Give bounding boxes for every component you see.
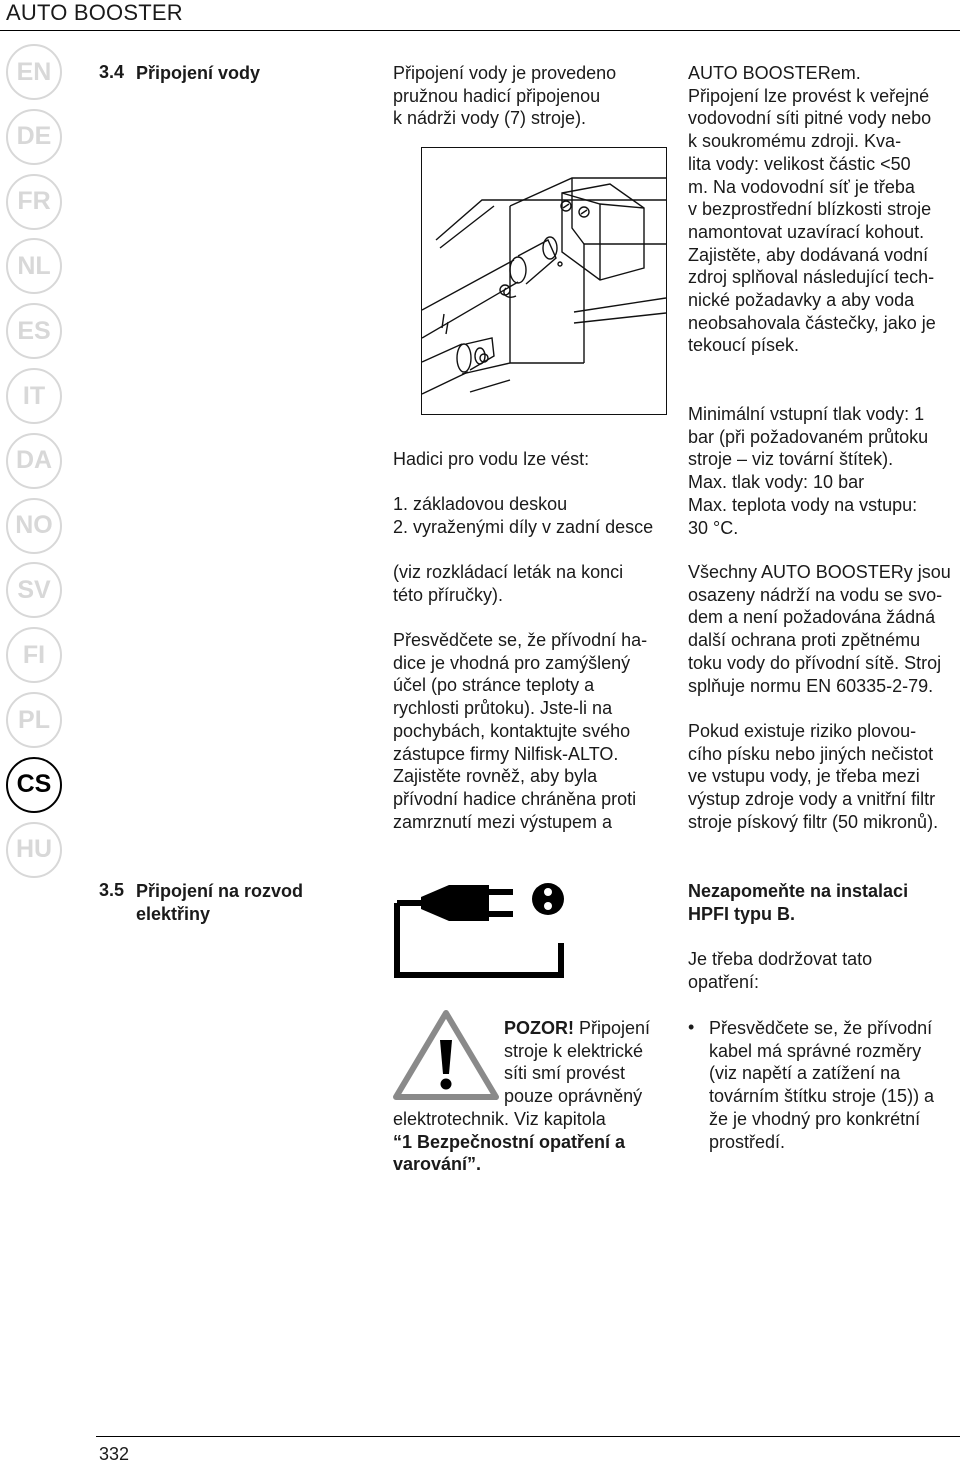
- language-tab-fi[interactable]: FI: [6, 627, 62, 683]
- language-tab-da[interactable]: DA: [6, 433, 62, 489]
- language-tab-de[interactable]: DE: [6, 109, 62, 165]
- section-number: 3.4: [99, 62, 125, 82]
- water-supply-paragraph: AUTO BOOSTERem. Připojení lze provést k veřejné vodovodní síti pitné vody nebo k soukromému zdroji. Kva- lita vody: velikost částic <50 m. Na vodovodní síť je třeba v bezprostřední blízkosti stroje namontovat uzavírací kohout. Zajistěte, aby dodávaná vodní zdroj splňoval následující tech- nické požadavky a aby voda neobsahovala částečky, jako je tekoucí písek.: [688, 63, 936, 356]
- warning-text-upper: POZOR! Připojení stroje k elektrické síti smí provést pouze oprávněný: [504, 1018, 651, 1107]
- page-number: 332: [99, 1444, 130, 1464]
- language-tab-es[interactable]: ES: [6, 303, 62, 359]
- language-tab-sv[interactable]: SV: [6, 562, 62, 618]
- pressure-spec-paragraph: Minimální vstupní tlak vody: 1 bar (při požadovaném průtoku stroje – viz tovární štítek). Max. tlak vody: 10 bar Max. teplota vody na vstupu: 30 °C.: [688, 404, 929, 538]
- chapter-reference: “1 Bezpečnostní opatření a: [393, 1131, 626, 1152]
- language-tab-en[interactable]: EN: [6, 44, 62, 100]
- hose-routing-list: [393, 493, 653, 538]
- sand-filter-paragraph: Pokud existuje riziko plovou- cího písku nebo jiných nečistot ve vstupu vody, je třeba mezi výstup zdroje vody a vnitřní filtr stroje pískový filtr (50 mikronů).: [688, 721, 939, 832]
- warning-text-lower: elektrotechnik. Viz kapitola “1 Bezpečnostní opatření a varování”.: [393, 1109, 626, 1175]
- document-header-title: AUTO BOOSTER: [6, 0, 183, 25]
- language-tab-pl[interactable]: PL: [6, 692, 62, 748]
- hose-routing-heading: Hadici pro vodu lze vést:: [393, 449, 590, 469]
- intro-paragraph: Připojení vody je provedeno pružnou hadicí připojenou k nádrži vody (7) stroje).: [393, 63, 617, 129]
- language-tab-nl[interactable]: NL: [6, 238, 62, 294]
- section-title: Připojení vody: [136, 63, 261, 83]
- hose-check-paragraph: Přesvědčete se, že přívodní ha- dice je vhodná pro zamýšlený účel (po stránce teploty a rychlosti průtoku). Jste-li na pochybách, kontaktujte svého zástupce firmy Nilfisk-ALTO. Zajistěte rovněž, aby byla přívodní hadice chráněna proti zamrznutí mezi výstupem a: [393, 630, 648, 832]
- language-tab-it[interactable]: IT: [6, 368, 62, 424]
- bullet-marker: •: [688, 1017, 695, 1037]
- language-tab-no[interactable]: NO: [6, 498, 62, 554]
- list-item: 2. vyraženými díly v zadní desce: [393, 516, 654, 537]
- warning-triangle-icon: [393, 1010, 499, 1100]
- power-plug-icon: [393, 877, 573, 987]
- header-divider: [0, 30, 960, 31]
- section-title: Připojení na rozvod elektřiny: [136, 881, 304, 924]
- cable-check-bullet: Přesvědčete se, že přívodní kabel má správné rozměry (viz napětí a zatížení na továrním štítku stroje (15)) a že je vhodný pro konkrétní prostředí.: [709, 1018, 935, 1152]
- hpfi-note: Nezapomeňte na instalaci HPFI typu B.: [688, 881, 909, 924]
- language-tab-hu[interactable]: HU: [6, 822, 62, 878]
- precautions-intro: Je třeba dodržovat tato opatření:: [688, 949, 873, 992]
- water-connection-illustration: [421, 147, 667, 415]
- language-tab-cs[interactable]: CS: [6, 757, 62, 813]
- warning-label: POZOR!: [504, 1018, 574, 1038]
- brochure-note: (viz rozkládací leták na konci této příručky).: [393, 562, 624, 605]
- footer-divider: [96, 1436, 960, 1437]
- backflow-paragraph: Všechny AUTO BOOSTERy jsou osazeny nádrží na vodu se svo- dem a není požadována žádná další ochrana proti zpětnému toku vody do přívodní sítě. Stroj splňuje normu EN 60335-2-79.: [688, 562, 951, 696]
- section-number: 3.5: [99, 880, 125, 900]
- language-tab-fr[interactable]: FR: [6, 174, 62, 230]
- list-item: 1. základovou deskou: [393, 494, 568, 514]
